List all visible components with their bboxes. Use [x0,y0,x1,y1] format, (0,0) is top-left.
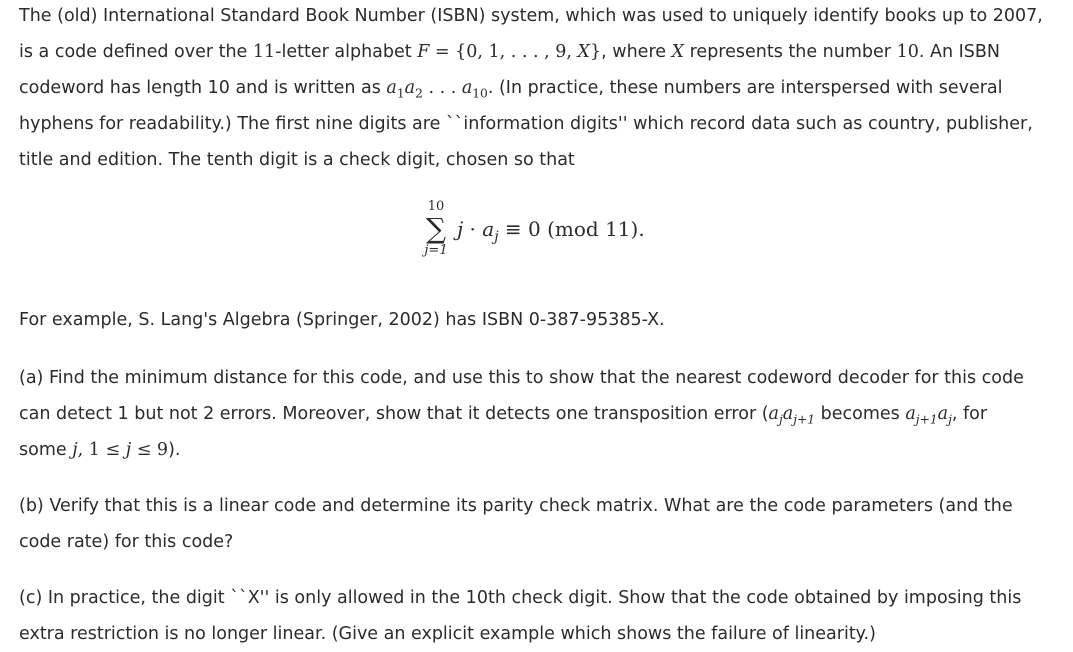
summation [416,200,456,258]
intro-text: The (old) International Standard Book Number (ISBN) system, which was used to uniquely identify books up to 2007, [19,6,1043,26]
part-b-paragraph: (b) Verify that this is a linear code and determine its parity check matrix. What are the code parameters (and the code rate) for this code? [19,496,1013,552]
part-c-paragraph: (c) In practice, the digit ``X'' is only allowed in the 10th check digit. Show that the code obtained by imposing this extra restriction is no longer linear. (Give an explicit example which shows the failure of linearity.) [19,588,1022,644]
example-paragraph: For example, S. Lang's Algebra (Springer, 2002) has ISBN 0-387-95385-X. [19,310,665,330]
intro-paragraph: The (old) International Standard Book Number (ISBN) system, which was used to uniquely identify books up to 2007, is a code defined over the 11-letter alphabet F = {0, 1, . . . , 9, X}, where X represents the number 10. An ISBN codeword has length 10 and is written as $a_1a_2$ . . . $a_{10}$. (In practice, these numbers are interspersed with several hyphens for readability.) The first nine digits are ``information digits'' which record data such as country, publisher, title and edition. The tenth digit is a check digit, chosen so that [19,6,1043,170]
sigma-symbol: ∑ [426,212,446,245]
sum-upper-limit: 10 [427,199,445,214]
equation-body: $j \cdot a_j \equiv 0$ (mod 11). [457,217,645,245]
sum-lower-limit: j=1 [424,243,448,258]
problem-text [19,0,1059,652]
check-digit-equation [19,200,1059,280]
part-a-paragraph: (a) Find the minimum distance for this code, and use this to show that the nearest codeword decoder for this code can detect 1 but not 2 errors. Moreover, show that it detects one transposition error ($a_ja_{j+1}$ becomes $a_{j+1}a_j$, for some j, 1 ≤ j ≤ 9). [19,368,1024,460]
